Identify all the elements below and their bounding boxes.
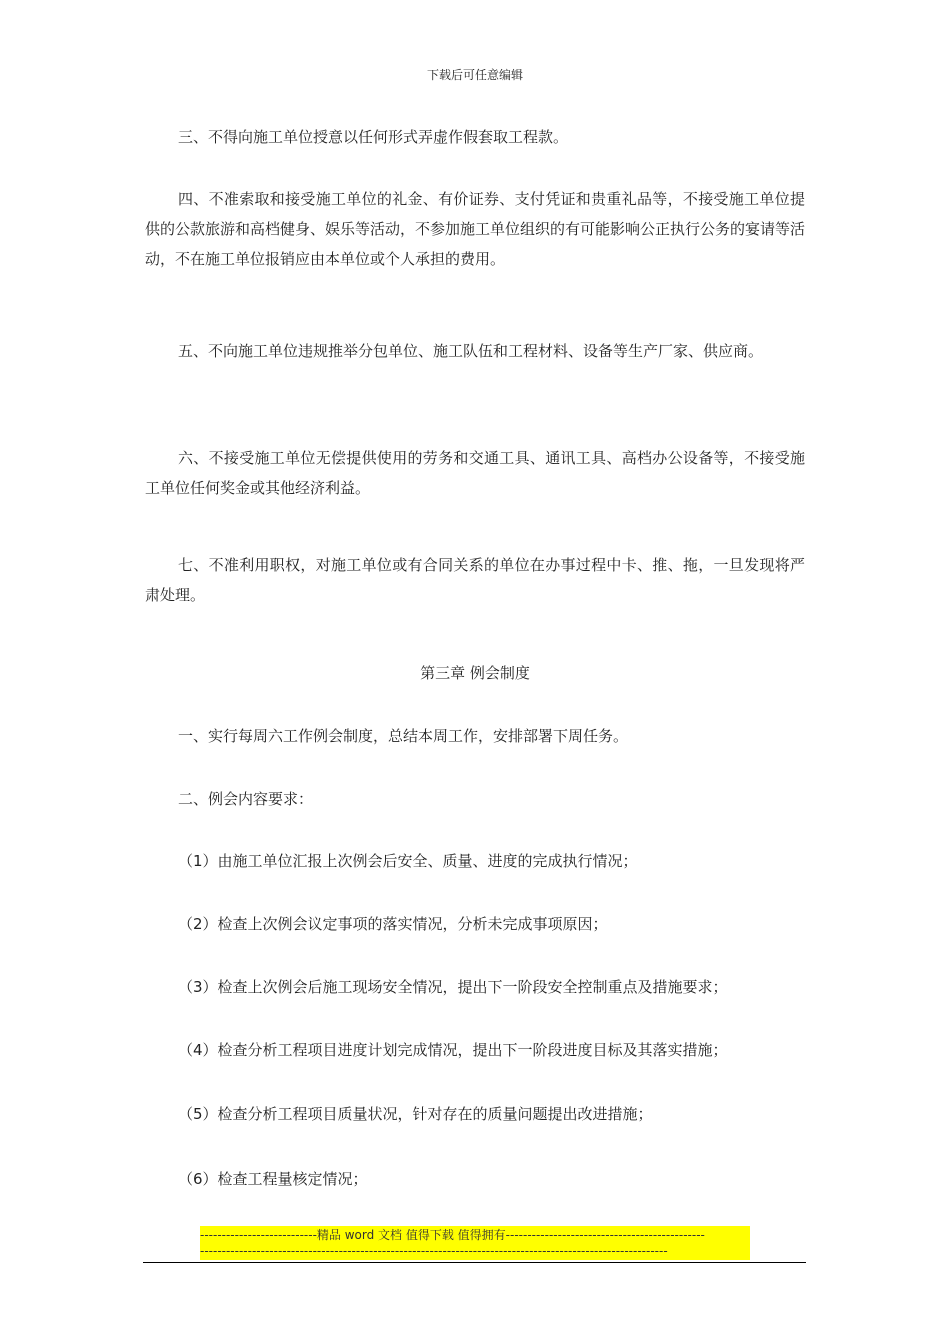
list-item-3: （3）检查上次例会后施工现场安全情况，提出下一阶段安全控制重点及措施要求； — [178, 978, 728, 996]
paragraph-7: 七、不准利用职权，对施工单位或有合同关系的单位在办事过程中卡、推、拖，一旦发现将严肃处理。 — [145, 556, 805, 604]
list-item-1: （1）由施工单位汇报上次例会后安全、质量、进度的完成执行情况； — [178, 852, 638, 870]
paragraph-5: 五、不向施工单位违规推举分包单位、施工队伍和工程材料、设备等生产厂家、供应商。 — [178, 342, 764, 360]
document-body — [145, 0, 805, 1220]
paragraph-4: 四、不准索取和接受施工单位的礼金、有价证券、支付凭证和贵重礼品等，不接受施工单位提供的公款旅游和高档健身、娱乐等活动，不参加施工单位组织的有可能影响公正执行公务的宴请等活动，不在施工单位报销应由本单位或个人承担的费用。 — [145, 190, 806, 268]
footer-line-2: ------------------------------------------------------------------------------------------------------------ — [200, 1244, 668, 1258]
list-item-4: （4）检查分析工程项目进度计划完成情况，提出下一阶段进度目标及其落实措施； — [178, 1041, 728, 1059]
paragraph-6: 六、不接受施工单位无偿提供使用的劳务和交通工具、通讯工具、高档办公设备等，不接受施工单位任何奖金或其他经济利益。 — [145, 449, 805, 497]
chapter-title: 第三章 例会制度 — [420, 664, 530, 682]
footer-banner — [200, 1226, 750, 1260]
list-item-2: （2）检查上次例会议定事项的落实情况，分析未完成事项原因； — [178, 915, 608, 933]
footer-line-1: ---------------------------精品 word 文档 值得下载 值得拥有---------------------------------------------- — [200, 1228, 705, 1242]
paragraph-3: 三、不得向施工单位授意以任何形式弄虚作假套取工程款。 — [178, 128, 569, 146]
list-item-5: （5）检查分析工程项目质量状况，针对存在的质量问题提出改进措施； — [178, 1105, 653, 1123]
chapter-paragraph-1: 一、实行每周六工作例会制度，总结本周工作，安排部署下周任务。 — [178, 727, 629, 745]
chapter-paragraph-2: 二、例会内容要求： — [178, 790, 314, 808]
list-item-6: （6）检查工程量核定情况； — [178, 1170, 368, 1188]
page-header: 下载后可任意编辑 — [426, 68, 523, 82]
footer-rule — [143, 1262, 806, 1263]
